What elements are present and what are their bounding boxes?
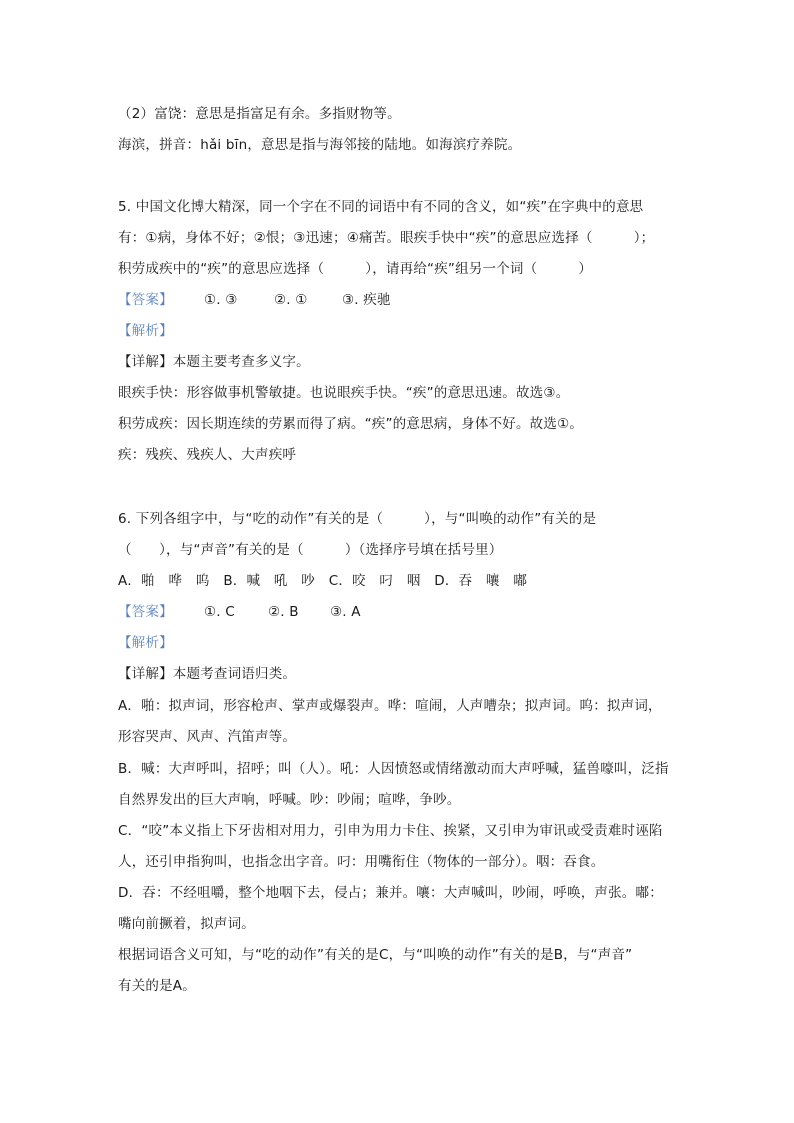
explanation-line: 疾：残疾、残疾人、大声疾呼 (118, 447, 297, 463)
explanation-line: A．啪：拟声词，形容枪声、掌声或爆裂声。哗：喧闹，人声嘈杂；拟声词。呜：拟声词， (118, 698, 662, 714)
explanation-line: 自然界发出的巨大声响，呼喊。吵：吵闹；喧哗，争吵。 (118, 792, 461, 808)
explanation-line: 积劳成疾：因长期连续的劳累而得了病。“疾”的意思病，身体不好。故选①。 (118, 416, 584, 432)
explanation-line: 人，还引申指狗叫，也指念出字音。叼：用嘴衔住（物体的一部分）。咽：吞食。 (118, 854, 605, 870)
answer-tag: 【答案】 (118, 604, 173, 620)
explanation-line: B．喊：大声呼叫，招呼；叫（人）。吼：人因愤怒或情绪激动而大声呼喊，猛兽嚎叫，泛指 (118, 761, 669, 777)
explanation-line: C．“咬”本义指上下牙齿相对用力，引申为用力卡住、挨紧，又引申为审讯或受责难时诬陷 (118, 823, 663, 839)
question-5-line: 5. 中国文化博大精深，同一个字在不同的词语中有不同的含义，如“疾”在字典中的意思 (118, 199, 644, 215)
summary-line: 有关的是A。 (118, 978, 196, 994)
answer-item: ②. ① (274, 292, 308, 308)
summary-line: 根据词语含义可知，与“吃的动作”有关的是C，与“叫唤的动作”有关的是B，与“声音” (118, 947, 633, 963)
question-6-options: A．啪 哗 呜 B．喊 吼 吵 C．咬 叼 咽 D．吞 嚷 嘟 (118, 573, 528, 589)
question-5-line: 有：①病，身体不好；②恨；③迅速；④痛苦。眼疾手快中“疾”的意思应选择（ ）； (118, 230, 655, 246)
question-6-line: （ ），与“声音”有关的是（ ）（选择序号填在括号里） (118, 542, 503, 558)
detail-line: 【详解】本题考查词语归类。 (118, 666, 297, 682)
answer-item: ①. C (204, 604, 235, 620)
detail-line: 【详解】本题主要考查多义字。 (118, 354, 310, 370)
explanation-line: D．吞：不经咀嚼，整个地咽下去，侵占；兼并。嚷：大声喊叫，吵闹，呼唤，声张。嘟： (118, 885, 663, 901)
answer-item: ②. B (268, 604, 299, 620)
answer-item: ③. 疾驰 (342, 292, 391, 308)
answer-item: ③. A (330, 604, 361, 620)
question-5-line: 积劳成疾中的“疾”的意思应选择（ ），请再给“疾”组另一个词（ ） (118, 261, 593, 277)
question-5-answer (118, 291, 638, 309)
analysis-tag: 【解析】 (118, 323, 173, 339)
analysis-tag: 【解析】 (118, 635, 173, 651)
answer-tag: 【答案】 (118, 292, 173, 308)
explanation-line: 眼疾手快：形容做事机警敏捷。也说眼疾手快。“疾”的意思迅速。故选③。 (118, 385, 570, 401)
explanation-line: 嘴向前撅着，拟声词。 (118, 916, 255, 932)
question-6-answer (118, 603, 638, 621)
text-line: 海滨，拼音：hǎi bīn，意思是指与海邻接的陆地。如海滨疗养院。 (118, 137, 522, 153)
question-6-line: 6. 下列各组字中，与“吃的动作”有关的是（ ），与“叫唤的动作”有关的是 (118, 511, 597, 527)
answer-item: ①. ③ (204, 292, 238, 308)
explanation-line: 形容哭声、风声、汽笛声等。 (118, 729, 297, 745)
text-line: （2）富饶：意思是指富足有余。多指财物等。 (118, 106, 401, 122)
